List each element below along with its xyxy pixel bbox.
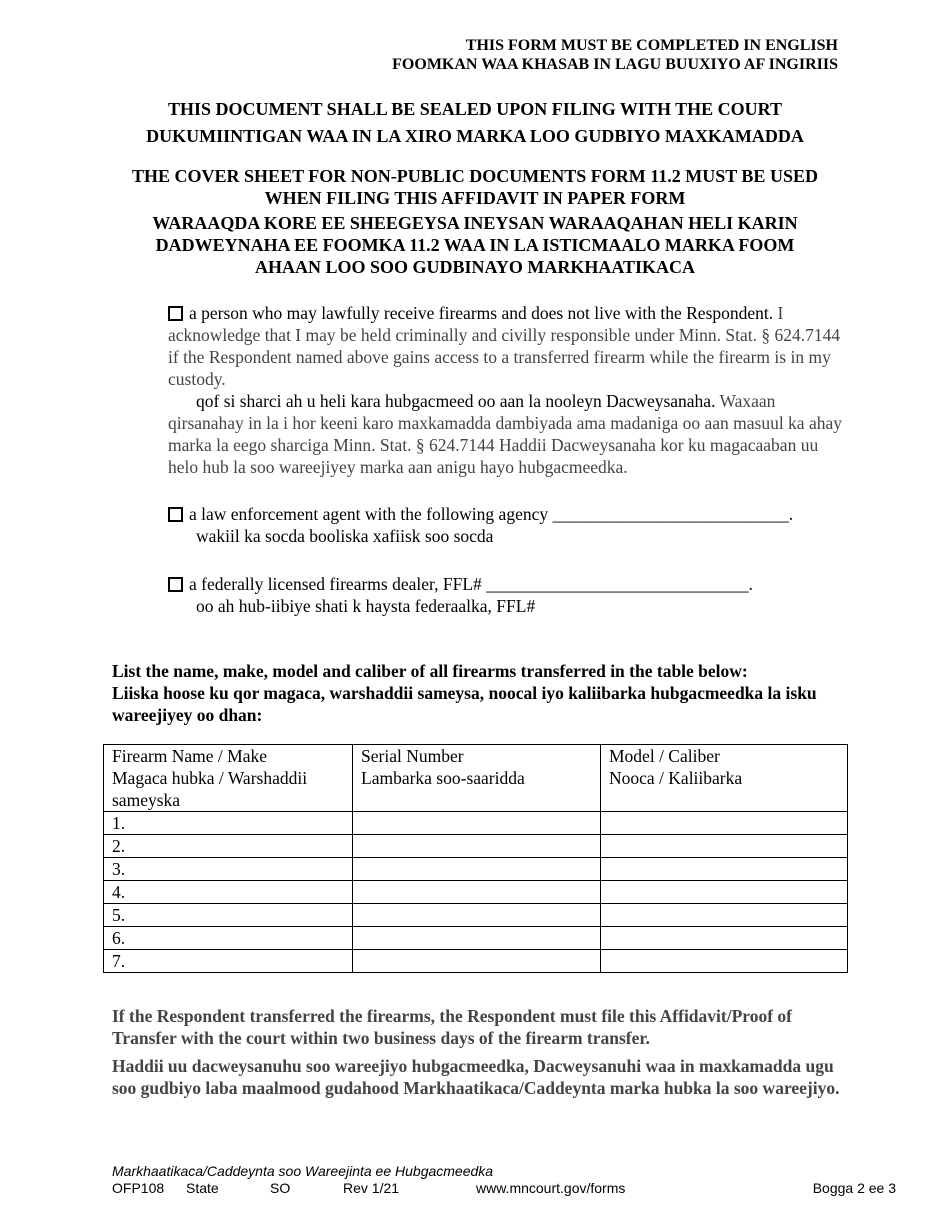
model-caliber-cell[interactable] (601, 927, 848, 950)
serial-number-cell[interactable] (353, 835, 601, 858)
table-row (104, 835, 848, 858)
footer-page-number: Bogga 2 ee 3 (812, 1180, 896, 1196)
serial-number-cell[interactable] (353, 858, 601, 881)
header-model-caliber (601, 745, 848, 812)
firearm-name-cell[interactable]: 7. (104, 950, 353, 973)
model-caliber-cell[interactable] (601, 858, 848, 881)
firearm-name-cell[interactable]: 2. (104, 835, 353, 858)
serial-number-cell[interactable] (353, 927, 601, 950)
firearm-name-cell[interactable]: 6. (104, 927, 353, 950)
table-row (104, 881, 848, 904)
page-footer (112, 1163, 896, 1197)
header-text: Lambarka soo-saaridda (361, 768, 525, 788)
list-instruction-somali: Liiska hoose ku qor magaca, warshaddii sameysa, noocal iyo kaliibarka hubgacmeedka la isku wareejiyey oo dhan: (112, 683, 817, 725)
header-line-english: THIS FORM MUST BE COMPLETED IN ENGLISH (465, 37, 838, 54)
firearms-table (103, 744, 848, 973)
footer-form-code: OFP108 (112, 1180, 165, 1196)
cover-sheet-line: WHEN FILING THIS AFFIDAVIT IN PAPER FORM (264, 188, 686, 208)
firearm-name-cell[interactable]: 5. (104, 904, 353, 927)
ffl-number-blank-field[interactable]: ______________________________. (486, 574, 754, 594)
sealed-notice-english: THIS DOCUMENT SHALL BE SEALED UPON FILING WITH THE COURT (167, 99, 782, 119)
law-enforcement-label-somali: wakiil ka socda booliska xafiisk soo socda (196, 526, 494, 546)
header-text: Firearm Name / Make (112, 746, 268, 766)
firearm-name-cell[interactable]: 3. (104, 858, 353, 881)
footer-url[interactable]: www.mncourt.gov/forms (476, 1180, 626, 1196)
cover-sheet-line: DADWEYNAHA EE FOOMKA 11.2 WAA IN LA ISTICMAALO MARKA FOOM (155, 235, 795, 255)
licensed-dealer-checkbox[interactable] (168, 577, 183, 592)
footer-form-title: Markhaatikaca/Caddeynta soo Wareejinta ee Hubgacmeedka (112, 1163, 494, 1179)
table-row (104, 904, 848, 927)
header-text: Model / Caliber (609, 746, 720, 766)
cover-sheet-line: AHAAN LOO SOO GUDBINAYO MARKHAATIKACA (254, 257, 696, 277)
lawful-person-checkbox[interactable] (168, 306, 183, 321)
header-text: Magaca hubka / Warshaddii sameyska (112, 768, 308, 810)
table-row (104, 950, 848, 973)
serial-number-cell[interactable] (353, 812, 601, 835)
table-header-row (104, 745, 848, 812)
serial-number-cell[interactable] (353, 881, 601, 904)
sealed-notice (100, 96, 850, 150)
footer-state: State (186, 1180, 219, 1196)
table-row (104, 927, 848, 950)
firearm-list-instruction (112, 660, 842, 726)
table-row (104, 812, 848, 835)
option-lawful-person (168, 302, 848, 390)
cover-sheet-notice-somali (100, 212, 850, 278)
model-caliber-cell[interactable] (601, 812, 848, 835)
option-lawful-person-somali (168, 390, 848, 478)
footer-revision: Rev 1/21 (343, 1180, 400, 1196)
header-serial-number (353, 745, 601, 812)
table-row (104, 858, 848, 881)
serial-number-cell[interactable] (353, 904, 601, 927)
licensed-dealer-label: a federally licensed firearms dealer, FFL# (189, 574, 482, 594)
header-firearm-name (104, 745, 353, 812)
list-instruction-english: List the name, make, model and caliber of all firearms transferred in the table below: (112, 661, 748, 681)
model-caliber-cell[interactable] (601, 881, 848, 904)
cover-sheet-line: THE COVER SHEET FOR NON-PUBLIC DOCUMENTS FORM 11.2 MUST BE USED (132, 166, 818, 186)
footer-language: SO (270, 1180, 291, 1196)
licensed-dealer-label-somali: oo ah hub-iibiye shati k haysta federaalka, FFL# (196, 596, 536, 616)
option-law-enforcement (168, 503, 848, 547)
serial-number-cell[interactable] (353, 950, 601, 973)
model-caliber-cell[interactable] (601, 835, 848, 858)
transfer-deadline-note (112, 1005, 847, 1105)
firearm-name-cell[interactable]: 4. (104, 881, 353, 904)
footer-meta-row (112, 1180, 896, 1197)
law-enforcement-checkbox[interactable] (168, 507, 183, 522)
header-text: Nooca / Kaliibarka (609, 768, 743, 788)
option-licensed-dealer (168, 573, 848, 617)
language-requirement-header (392, 36, 838, 74)
header-text: Serial Number (361, 746, 464, 766)
acknowledgement-english: I acknowledge that I may be held criminally and civilly responsible under Minn. Stat. § 624.7144 if the Respondent named above gains access to a transferred firearm while the firearm is in my custody. (168, 303, 841, 389)
transfer-note-english: If the Respondent transferred the firearms, the Respondent must file this Affidavit/Proof of Transfer with the court within two business days of the firearm transfer. (112, 1006, 793, 1048)
model-caliber-cell[interactable] (601, 950, 848, 973)
agency-blank-field[interactable]: ___________________________. (552, 504, 794, 524)
acknowledgement-somali: Waxaan qirsanahay in la i hor keeni karo maxkamadda dambiyada ama madaniga oo aan masuul ka ahay marka la eego sharciga Minn. Stat. § 624.7144 Haddii Dacweysanaha kor ku magacaaban uu helo hub la soo wareejiyey marka aan anigu hayo hubgacmeedka. (168, 391, 842, 477)
transfer-note-somali: Haddii uu dacweysanuhu soo wareejiyo hubgacmeedka, Dacweysanuhi waa in maxkamadda ugu soo gudbiyo laba maalmood gudahood Markhaatikaca/Caddeynta marka hubka la soo wareejiyo. (112, 1056, 840, 1098)
firearm-name-cell[interactable]: 1. (104, 812, 353, 835)
law-enforcement-label: a law enforcement agent with the following agency (189, 504, 549, 524)
sealed-notice-somali: DUKUMIINTIGAN WAA IN LA XIRO MARKA LOO GUDBIYO MAXKAMADDA (146, 126, 804, 146)
lawful-person-label: a person who may lawfully receive firearms and does not live with the Respondent. (189, 303, 774, 323)
model-caliber-cell[interactable] (601, 904, 848, 927)
header-line-somali: FOOMKAN WAA KHASAB IN LAGU BUUXIYO AF INGIRIIS (392, 56, 838, 73)
cover-sheet-notice-english (100, 165, 850, 209)
cover-sheet-line: WARAAQDA KORE EE SHEEGEYSA INEYSAN WARAAQAHAN HELI KARIN (152, 213, 798, 233)
lawful-person-label-somali: qof si sharci ah u heli kara hubgacmeed oo aan la nooleyn Dacweysanaha. (196, 391, 716, 411)
